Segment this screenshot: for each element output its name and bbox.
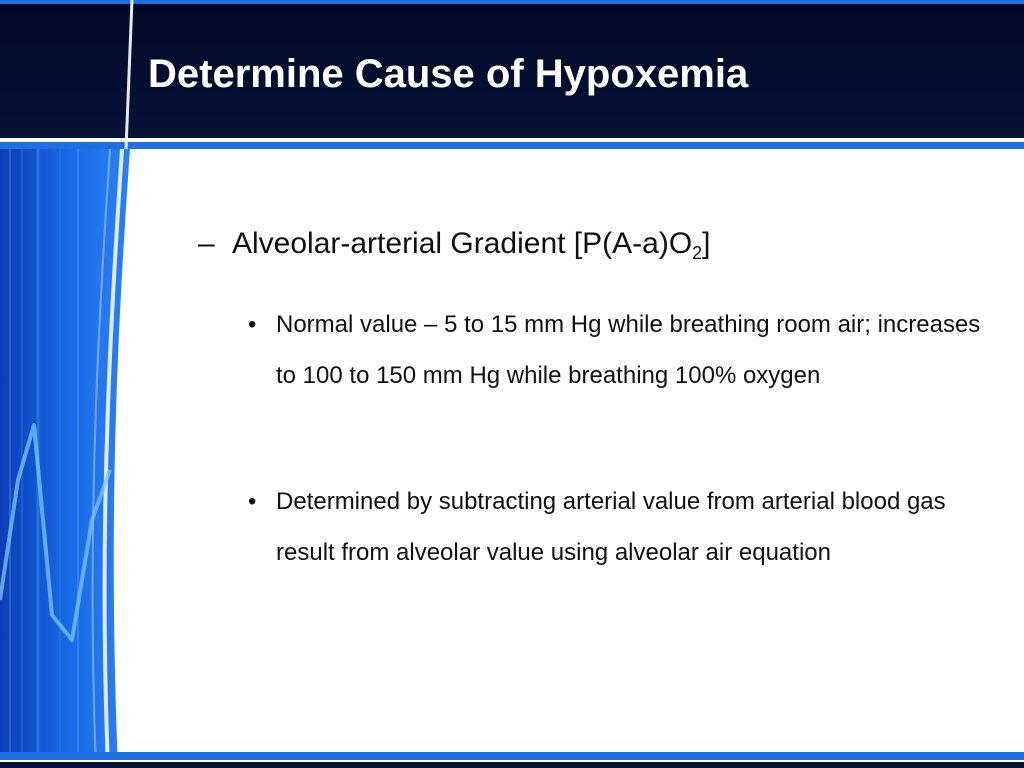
sub-bullet-text-end: ] [702,227,711,260]
bullet-text: Normal value – 5 to 15 mm Hg while breathing room air; increases to 100 to 150 mm Hg while breathing 100% oxygen [276,311,981,389]
bullet-text: Determined by subtracting arterial value from arterial blood gas result from alveolar value using alveolar air equation [276,488,946,566]
sub-bullet-gradient [198,222,711,266]
slide-title: Determine Cause of Hypoxemia [148,52,749,96]
bullet-determined-by [248,476,988,578]
sub-bullet-subscript: 2 [692,243,703,263]
bullet-marker: • [248,311,257,338]
bullet-marker: • [248,488,257,515]
dash-marker: – [198,227,215,260]
bullet-normal-value [248,299,988,401]
sub-bullet-text: Alveolar-arterial Gradient [P(A-a)O [232,227,693,260]
